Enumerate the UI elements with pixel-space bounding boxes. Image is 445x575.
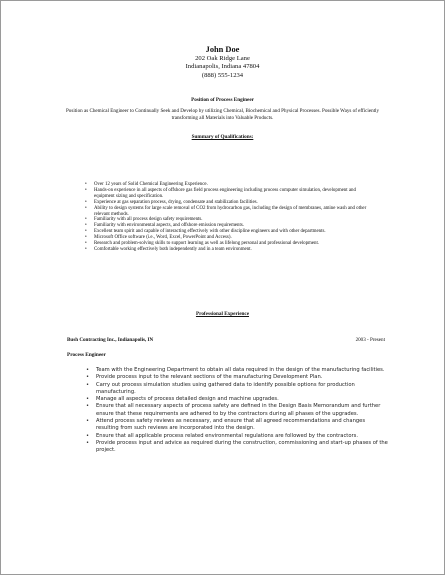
- qualifications-heading: Summary of Qualifications:: [191, 133, 254, 140]
- experience-heading: Professional Experience: [195, 311, 250, 317]
- job-title: Process Engineer: [67, 352, 106, 358]
- bullet-icon: •: [86, 418, 90, 425]
- bullet-icon: •: [86, 439, 90, 446]
- list-item: • Carry out process simulation studies using gathered data to identify possible options for production manufacturing.: [86, 381, 355, 395]
- bullet-icon: •: [85, 246, 87, 252]
- position-heading: Position of Process Engineer: [191, 97, 254, 104]
- bullet-icon: •: [86, 432, 90, 439]
- list-item: • Hands-on experience in all aspects of offshore gas field process engineering including process computer simulation, development and equipment sizing and specification.: [85, 187, 356, 199]
- list-item: • Ability to design systems for large scale removal of CO2 from hydrocarbon gas, including the design of membranes, amine wash and other relevant methods.: [85, 205, 367, 217]
- duties-list: [86, 367, 388, 455]
- bullet-icon: •: [85, 235, 87, 241]
- bullet-icon: •: [86, 374, 90, 381]
- list-item: • Research and problem-solving skills to support learning as well as lifelong personal and professional development.: [85, 241, 320, 247]
- bullet-icon: •: [85, 187, 87, 193]
- bullet-icon: •: [86, 396, 90, 403]
- list-item: • Microsoft Office software (i.e., Word, Excel, PowerPoint and Access).: [85, 235, 232, 241]
- employment-dates: 2003 - Present: [355, 337, 385, 343]
- list-item: • Attend process safety reviews as necessary, and ensure that all agreed recommendations and changes resulting from such reviews are incorporated into the design.: [86, 418, 366, 432]
- job-header: [67, 337, 385, 343]
- list-item: • Familiarity with environmental aspects, and offshore emission requirements.: [85, 223, 244, 229]
- list-item: • Excellent team spirit and capable of interacting effectively with other discipline engineers and with other departments.: [85, 229, 326, 235]
- candidate-name: John Doe: [205, 45, 240, 54]
- list-item: • Provide process input and advice as required during the construction, commissioning and start-up phases of the project.: [86, 439, 388, 454]
- bullet-icon: •: [86, 367, 90, 373]
- bullet-icon: •: [86, 381, 90, 388]
- bullet-icon: •: [86, 403, 90, 410]
- city-state-zip: Indianapolis, Indiana 47804: [185, 63, 260, 71]
- company-name: Bush Contracting Inc., Indianapolis, IN: [67, 337, 154, 343]
- list-item: • Team with the Engineering Department to obtain all data required in the design of the manufacturing facilities.: [86, 367, 385, 373]
- list-item: • Experience at gas separation process, drying, condensate and stabilization facilities.: [85, 199, 258, 205]
- bullet-icon: •: [85, 241, 87, 247]
- list-item: • Ensure that all applicable process related environmental regulations are followed by the contractors.: [86, 432, 358, 439]
- list-item: • Provide process input to the relevant sections of the manufacturing Development Plan.: [86, 374, 323, 381]
- bullet-icon: •: [85, 217, 87, 223]
- list-item: • Comfortable working effectively both independently and in a team environment.: [85, 246, 252, 252]
- bullet-icon: •: [85, 182, 87, 187]
- objective-text: Position as Chemical Engineer to Continually Seek and Develop by utilizing Chemical, Biochemical and Physical Processes. Possible Ways of efficiently transforming all Materials into Valuable Products.: [65, 108, 380, 122]
- bullet-icon: •: [85, 229, 87, 235]
- phone-number: (888) 555-1234: [201, 71, 244, 79]
- contact-header: [1, 45, 444, 80]
- list-item: • Manage all aspects of process detailed design and machine upgrades.: [86, 396, 279, 403]
- list-item: • Over 12 years of Solid Chemical Engineering Experience.: [85, 182, 208, 187]
- bullet-icon: •: [85, 205, 87, 211]
- list-item: • Ensure that all necessary aspects of process safety are defined in the Design Basis Memorandum and further ensure that these requirements are adhered to by the contractors during all phases of the upgrades.: [86, 403, 381, 417]
- qualifications-list: [85, 182, 375, 253]
- list-item: • Familiarity with all process design safety requirements.: [85, 217, 203, 223]
- bullet-icon: •: [85, 199, 87, 205]
- street-address: 202 Oak Ridge Lane: [195, 55, 250, 62]
- bullet-icon: •: [85, 223, 87, 229]
